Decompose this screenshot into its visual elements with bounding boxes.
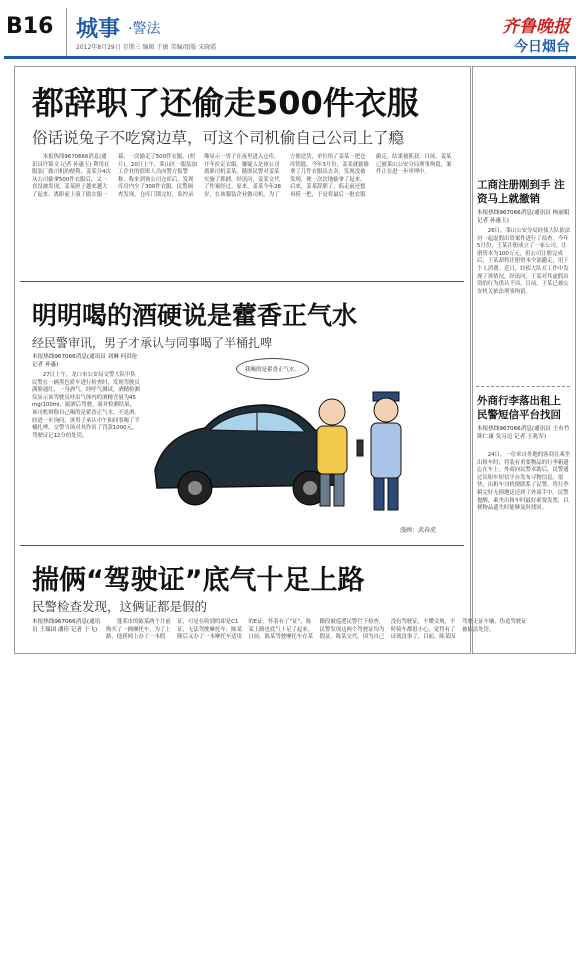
story3-headline: 揣俩“驾驶证”底气十足上路 — [32, 565, 365, 596]
sidebar-item1-title: 工商注册刚到手 注资马上就撤销 — [477, 179, 565, 205]
page-number: B16 — [6, 14, 54, 39]
story-divider — [20, 545, 464, 546]
header-meta: 2012年8月29日 星期三 编辑 王敏 美编/组版 宋晓霞 — [76, 44, 217, 51]
story2-body: 27日上午，龙口市公安局交警大队中队民警在一辆黑色轿车进行检查时，发现驾驶员满脸通红，一身酒气。经呼气测试，酒精检测仪显示该驾驶员呼出气体内的酒精含量为45mg/100ml，属酒后驾驶。面对检测结果，该司机辩称自己喝的是藿香正气水，不是酒。经进一步询问，该男子承认中午和同事喝了半桶扎啤，交警当场对其作出了罚款1000元，驾驶证记12分的处罚。 — [32, 372, 140, 439]
story3-byline: 本报热线967066消息(通讯员 王瑞国 潘佳 记者 于飞) — [32, 619, 101, 633]
cartoon-svg — [145, 350, 458, 535]
story1-subhead: 俗话说兔子不吃窝边草，可这个司机偷自己公司上了瘾 — [32, 129, 405, 147]
section-subtitle: ·警法 — [128, 21, 161, 37]
speech-bubble: 我喝的是藿香正气水。 — [236, 358, 309, 380]
section-name: 城事 — [76, 17, 121, 42]
story2-subhead: 经民警审讯，男子才承认与同事喝了半桶扎啤 — [32, 336, 273, 350]
story1-headline: 都辞职了还偷走500件衣服 — [32, 84, 419, 122]
cartoon-illustration — [145, 350, 458, 535]
sidebar-item2-title: 外商行李落出租上 民警短信平台找回 — [477, 395, 561, 421]
story1-body: 本报热线9670666消息(通讯员许锦文 记者 孙惠玉) 利用在服装厂做司机的便利，姜某分4次从公司偷拿500件衣服后，又一直没被发现，姜某胆子越来越大了起来。离职前上演了偷衣服一幕，一次偷走了500件衣服。(照片)。20日上午，莱山区一服装加工企业的值班人员向警方报警称，称来到该公司仓库后，发现库房内少了300件衣服。民警调查发现，仓库门锁完好，监控录像显示一男子在夜里进入仓库，开车拉走衣服。嫌疑人是该公司离职司机姜某。随即民警对姜某实施了抓捕。经讯问，姜某交代了作案经过。原来，姜某今年28岁，在该服装企业做司机，为了方便送货，单位给了姜某一把仓库钥匙。今年3月份，姜某就偷偷拿了几件衣服出去卖，发现没被发现，便一次次地偷拿了起来。后来，姜某辞职了，临走前还想再捞一把，于是将最后一批衣服偷走，结果被抓获。目前，姜某已被莱山公安分局刑事拘留，案件正在进一步审理中。 — [32, 154, 452, 198]
story-divider — [20, 281, 464, 282]
story2-headline: 明明喝的酒硬说是藿香正气水 — [32, 301, 358, 330]
story3-subhead: 民警检查发现，这俩证都是假的 — [32, 599, 208, 614]
sidebar-item2-byline: 本报热线967066消息(通讯员 王有竹 韩仁康 戈习迈 记者 王兆军) — [477, 426, 570, 440]
brand-logo: 齐鲁晚报 — [502, 17, 570, 37]
edition-label: 今日烟台 — [514, 39, 570, 55]
story2-byline: 本报热线967066消息(通讯员 刘琳 何洪伦 记者 孙惠) — [32, 354, 138, 368]
sidebar-item1-byline: 本报热线967066消息(通讯员 杨丽娟 记者 孙惠玉) — [477, 210, 570, 224]
story3-body: 蓬莱市的陈某两个月前购买了一辆摩托车，为了上路，他到网上办了一本假证，可是在收到的却是C1证，无法驾驶摩托车。陈某随后又办了一本摩托车适用的E证。怀着有了“证”，陈某上路也底气十足了起来。日前，陈某驾驶摩托车在某路段被巡逻民警拦下检查，民警发现这两个驾驶证均为假证。陈某交代，因为自己没有驾驶证，不懂交规，平时骑车都很小心，觉得有了证就没事了。目前，陈某因驾驶无证车辆、伪造驾驶证被依法处罚。 — [106, 619, 527, 641]
sidebar-divider — [476, 386, 570, 387]
sidebar-item2-body: 24日，一位来自外地的客商在乘坐出租车时，将装有重要物品的行李箱遗忘在车上。外商向民警求助后，民警通过出租车短信平台发布寻物信息。很快，出租车司机便联系了民警，将行李箱完好无损地送还到了外商手中。民警提醒，乘坐出租车时最好索要发票，以便物品遗失时能够及时找回。 — [477, 452, 571, 512]
sidebar-item1-body: 26日，莱山公安分局经侦大队依法对一起虚假出资案件进行了侦查。今年5月份，王某注册成立了一家公司，注册资本为100万元，但公司注册完成后，王某却将注册资本全部撤走，用于个人消费。近日，经侦大队在工作中发现了该情况，经讯问，王某对其虚假出资的行为供认不讳。目前，王某已被公安机关依法刑事拘留。 — [477, 228, 571, 295]
cartoon-caption: 漫画：武春虎 — [400, 527, 437, 534]
header-divider — [66, 8, 67, 56]
header-rule — [4, 56, 576, 59]
